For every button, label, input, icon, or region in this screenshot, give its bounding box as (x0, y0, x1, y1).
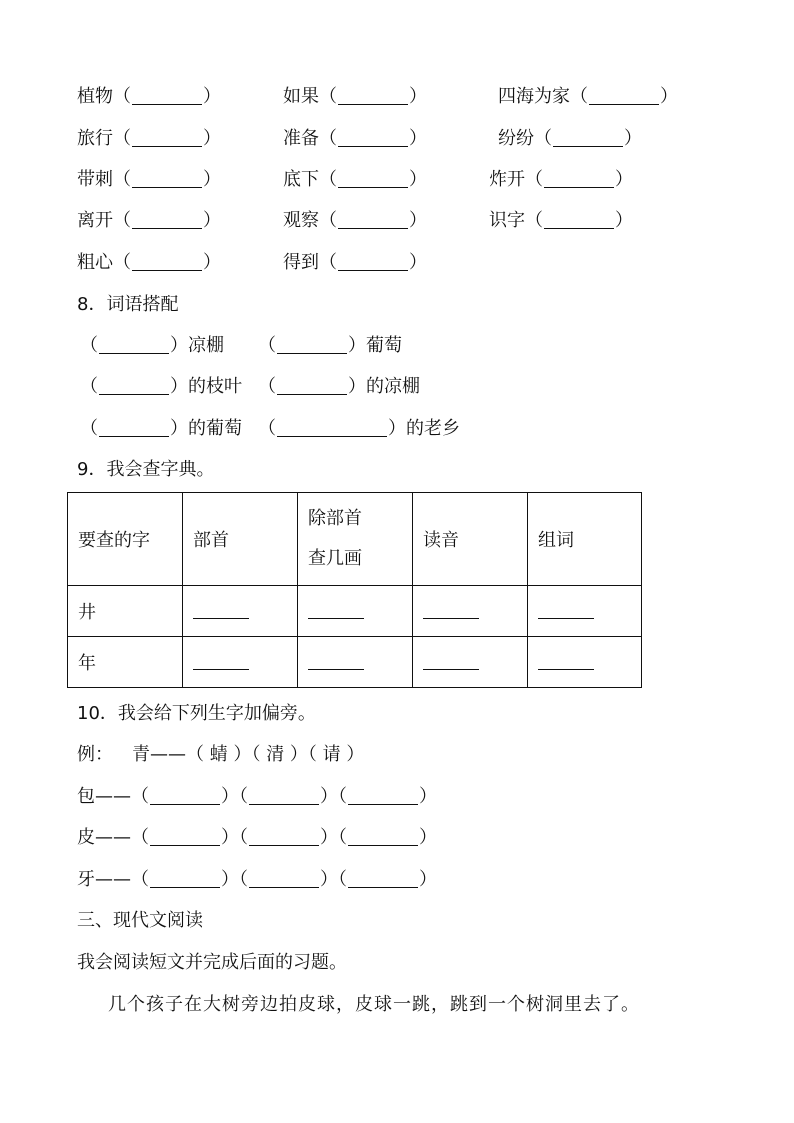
example-answer: 请 (322, 744, 341, 765)
header-cell: 读音 (413, 493, 528, 586)
base-char: 包 (77, 786, 95, 807)
answer-blank[interactable] (249, 828, 319, 846)
answer-blank[interactable] (589, 87, 659, 105)
header-cell: 要查的字 (68, 493, 183, 586)
answer-blank[interactable] (308, 598, 364, 619)
answer-blank[interactable] (544, 170, 614, 188)
answer-blank[interactable] (338, 129, 408, 147)
match-word: 的凉棚 (366, 376, 420, 397)
answer-blank[interactable] (277, 419, 387, 437)
word-label: 识字 (489, 210, 525, 231)
match-word: 凉棚 (188, 335, 224, 356)
answer-blank[interactable] (132, 129, 202, 147)
answer-blank[interactable] (423, 598, 479, 619)
answer-blank[interactable] (150, 828, 220, 846)
word-label: 离开 (77, 210, 113, 231)
reading-passage: 几个孩子在大树旁边拍皮球，皮球一跳，跳到一个树洞里去了。 (108, 994, 640, 1015)
table-row (68, 586, 642, 637)
word-label: 带刺 (77, 169, 113, 190)
answer-blank[interactable] (338, 170, 408, 188)
word-label: 得到 (283, 252, 319, 273)
answer-blank[interactable] (308, 649, 364, 670)
word-label: 植物 (77, 86, 113, 107)
answer-blank[interactable] (338, 253, 408, 271)
answer-blank[interactable] (193, 598, 249, 619)
header-line: 查几画 (308, 548, 362, 569)
example-answer: 清 (266, 744, 285, 765)
answer-blank[interactable] (338, 87, 408, 105)
answer-blank[interactable] (193, 649, 249, 670)
reading-instruction: 我会阅读短文并完成后面的习题。 (77, 952, 347, 973)
header-cell: 部首 (183, 493, 298, 586)
header-cell: 组词 (528, 493, 642, 586)
word-label: 纷纷 (498, 128, 534, 149)
answer-blank[interactable] (538, 649, 594, 670)
table-row (68, 637, 642, 688)
answer-blank[interactable] (99, 419, 169, 437)
answer-blank[interactable] (277, 377, 347, 395)
header-cell (298, 493, 413, 586)
table-header-row (68, 493, 642, 586)
word-label: 如果 (283, 86, 319, 107)
example-base: 青 (132, 744, 150, 765)
match-word: 的老乡 (406, 418, 460, 439)
match-word: 葡萄 (366, 335, 402, 356)
word-label: 观察 (283, 210, 319, 231)
answer-blank[interactable] (150, 787, 220, 805)
answer-blank[interactable] (249, 870, 319, 888)
answer-blank[interactable] (423, 649, 479, 670)
base-char: 皮 (77, 827, 95, 848)
char-cell: 年 (68, 637, 183, 688)
answer-blank[interactable] (132, 170, 202, 188)
word-label: 准备 (283, 128, 319, 149)
answer-blank[interactable] (544, 211, 614, 229)
word-label: 炸开 (489, 169, 525, 190)
match-word: 的枝叶 (188, 376, 242, 397)
answer-blank[interactable] (338, 211, 408, 229)
answer-blank[interactable] (348, 787, 418, 805)
answer-blank[interactable] (99, 336, 169, 354)
answer-blank[interactable] (150, 870, 220, 888)
match-word: 的葡萄 (188, 418, 242, 439)
example-label: 例： (77, 744, 113, 765)
example-answer: 蜻 (209, 744, 228, 765)
answer-blank[interactable] (553, 129, 623, 147)
word-label: 旅行 (77, 128, 113, 149)
base-char: 牙 (77, 869, 95, 890)
word-label: 底下 (283, 169, 319, 190)
answer-blank[interactable] (348, 870, 418, 888)
answer-blank[interactable] (538, 598, 594, 619)
answer-blank[interactable] (277, 336, 347, 354)
question-8-title: 8．词语搭配 (77, 294, 179, 315)
answer-blank[interactable] (132, 253, 202, 271)
header-line: 除部首 (308, 508, 362, 529)
word-label: 粗心 (77, 252, 113, 273)
word-label: 四海为家 (498, 86, 570, 107)
answer-blank[interactable] (348, 828, 418, 846)
char-cell: 井 (68, 586, 183, 637)
dictionary-table (67, 492, 642, 688)
answer-blank[interactable] (132, 87, 202, 105)
answer-blank[interactable] (132, 211, 202, 229)
answer-blank[interactable] (99, 377, 169, 395)
question-9-title: 9．我会查字典。 (77, 459, 215, 480)
question-10-title: 10．我会给下列生字加偏旁。 (77, 703, 316, 724)
answer-blank[interactable] (249, 787, 319, 805)
section-3-title: 三、现代文阅读 (77, 910, 203, 931)
